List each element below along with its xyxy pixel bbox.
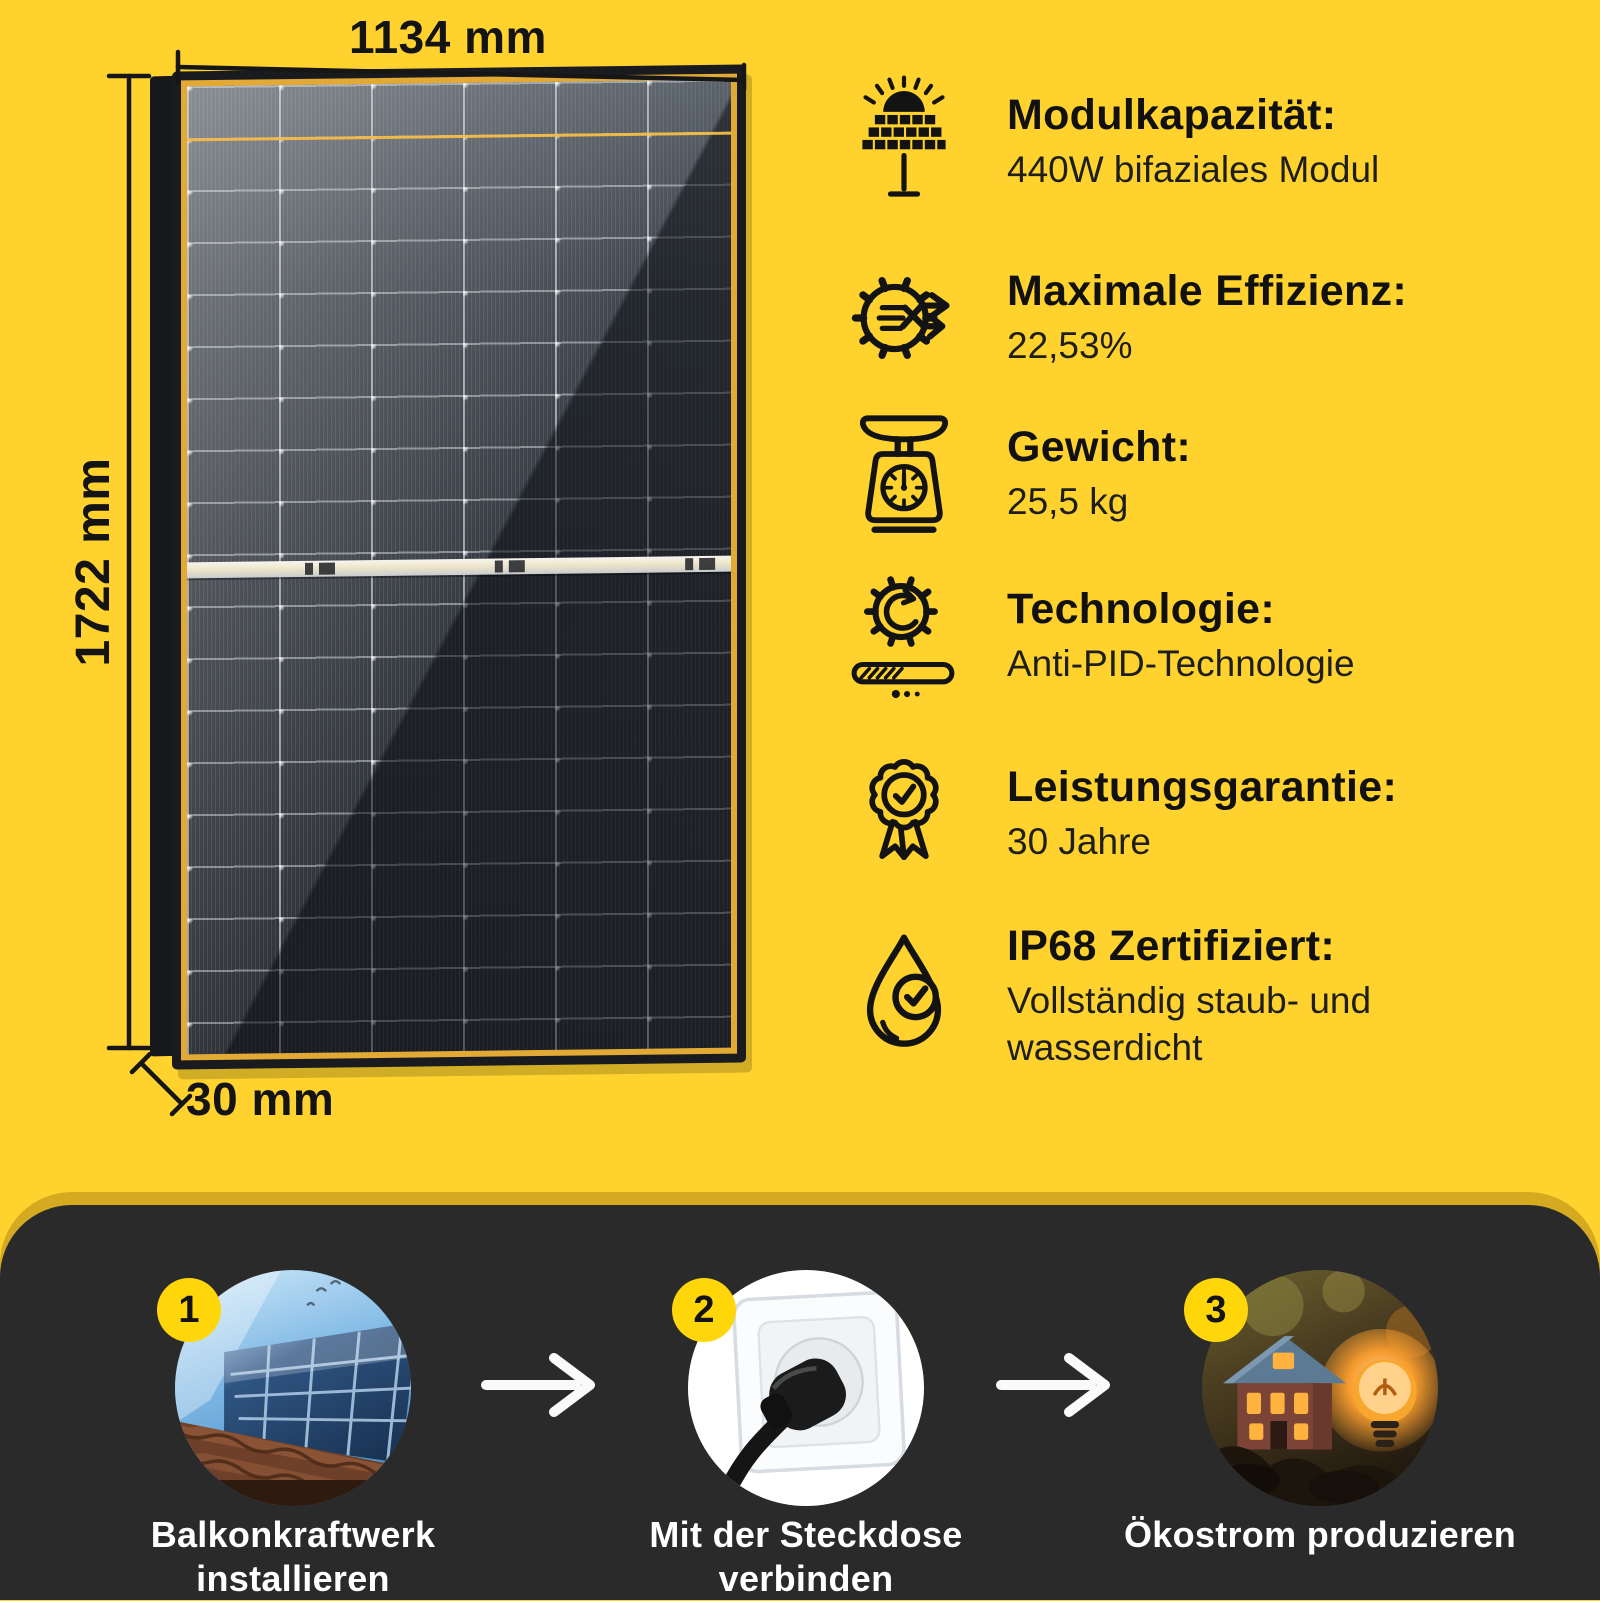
how-it-works-panel bbox=[0, 1205, 1600, 1600]
spec-title: Technologie: bbox=[1007, 584, 1275, 633]
spec-value: Anti-PID-Technologie bbox=[1007, 642, 1355, 684]
panel-middle-divider bbox=[187, 556, 731, 579]
right-arrow-icon bbox=[993, 1348, 1128, 1423]
step-1-badge bbox=[157, 1278, 221, 1342]
spec-title: Gewicht: bbox=[1007, 422, 1191, 471]
spec-row-technology bbox=[845, 566, 1545, 706]
solar-module-icon bbox=[845, 72, 963, 212]
spec-value: 25,5 kg bbox=[1007, 480, 1129, 522]
step-1-label: Balkonkraftwerk installieren bbox=[150, 1514, 436, 1599]
step-2-label: Mit der Steckdose verbinden bbox=[649, 1514, 963, 1599]
step-2-badge bbox=[672, 1278, 736, 1342]
spec-value: 22,53% bbox=[1007, 324, 1133, 366]
efficiency-gear-icon bbox=[845, 248, 963, 388]
spec-row-weight bbox=[845, 404, 1545, 544]
weight-scale-icon bbox=[845, 404, 963, 544]
step-number: 3 bbox=[1205, 1288, 1227, 1331]
spec-title: Modulkapazität: bbox=[1007, 90, 1337, 139]
spec-value: 30 Jahre bbox=[1007, 820, 1151, 862]
spec-value: Vollständig staub- und wasserdicht bbox=[1007, 980, 1372, 1068]
panel-cell-grid bbox=[187, 80, 731, 1055]
width-dimension-label: 1134 mm bbox=[349, 11, 547, 63]
spec-value: 440W bifaziales Modul bbox=[1007, 148, 1380, 190]
width-dimension-line bbox=[172, 48, 752, 90]
step-3-label: Ökostrom produzieren bbox=[1123, 1514, 1517, 1555]
warranty-badge-icon bbox=[845, 744, 963, 884]
spec-title: IP68 Zertifiziert: bbox=[1007, 922, 1335, 970]
step-number: 2 bbox=[693, 1288, 715, 1331]
spec-row-ip68 bbox=[845, 922, 1545, 1071]
step-number: 1 bbox=[178, 1288, 200, 1331]
solar-panel-illustration bbox=[150, 60, 746, 1070]
step-3-badge bbox=[1184, 1278, 1248, 1342]
spec-row-module-capacity bbox=[845, 72, 1545, 212]
spec-title: Maximale Effizienz: bbox=[1007, 266, 1407, 315]
height-dimension-label: 1722 mm bbox=[67, 457, 120, 667]
spec-row-warranty bbox=[845, 744, 1545, 884]
spec-row-efficiency bbox=[845, 248, 1545, 388]
spec-title: Leistungsgarantie: bbox=[1007, 762, 1398, 811]
ip68-waterdrop-icon bbox=[845, 927, 963, 1067]
panel-front-face bbox=[172, 64, 746, 1069]
height-dimension-line bbox=[106, 66, 152, 1058]
panel-gold-reflection-line bbox=[187, 132, 731, 142]
panel-gold-frame bbox=[181, 74, 737, 1061]
technology-gear-icon bbox=[845, 566, 963, 706]
depth-dimension-label: 30 mm bbox=[186, 1073, 335, 1125]
right-arrow-icon bbox=[478, 1348, 613, 1423]
